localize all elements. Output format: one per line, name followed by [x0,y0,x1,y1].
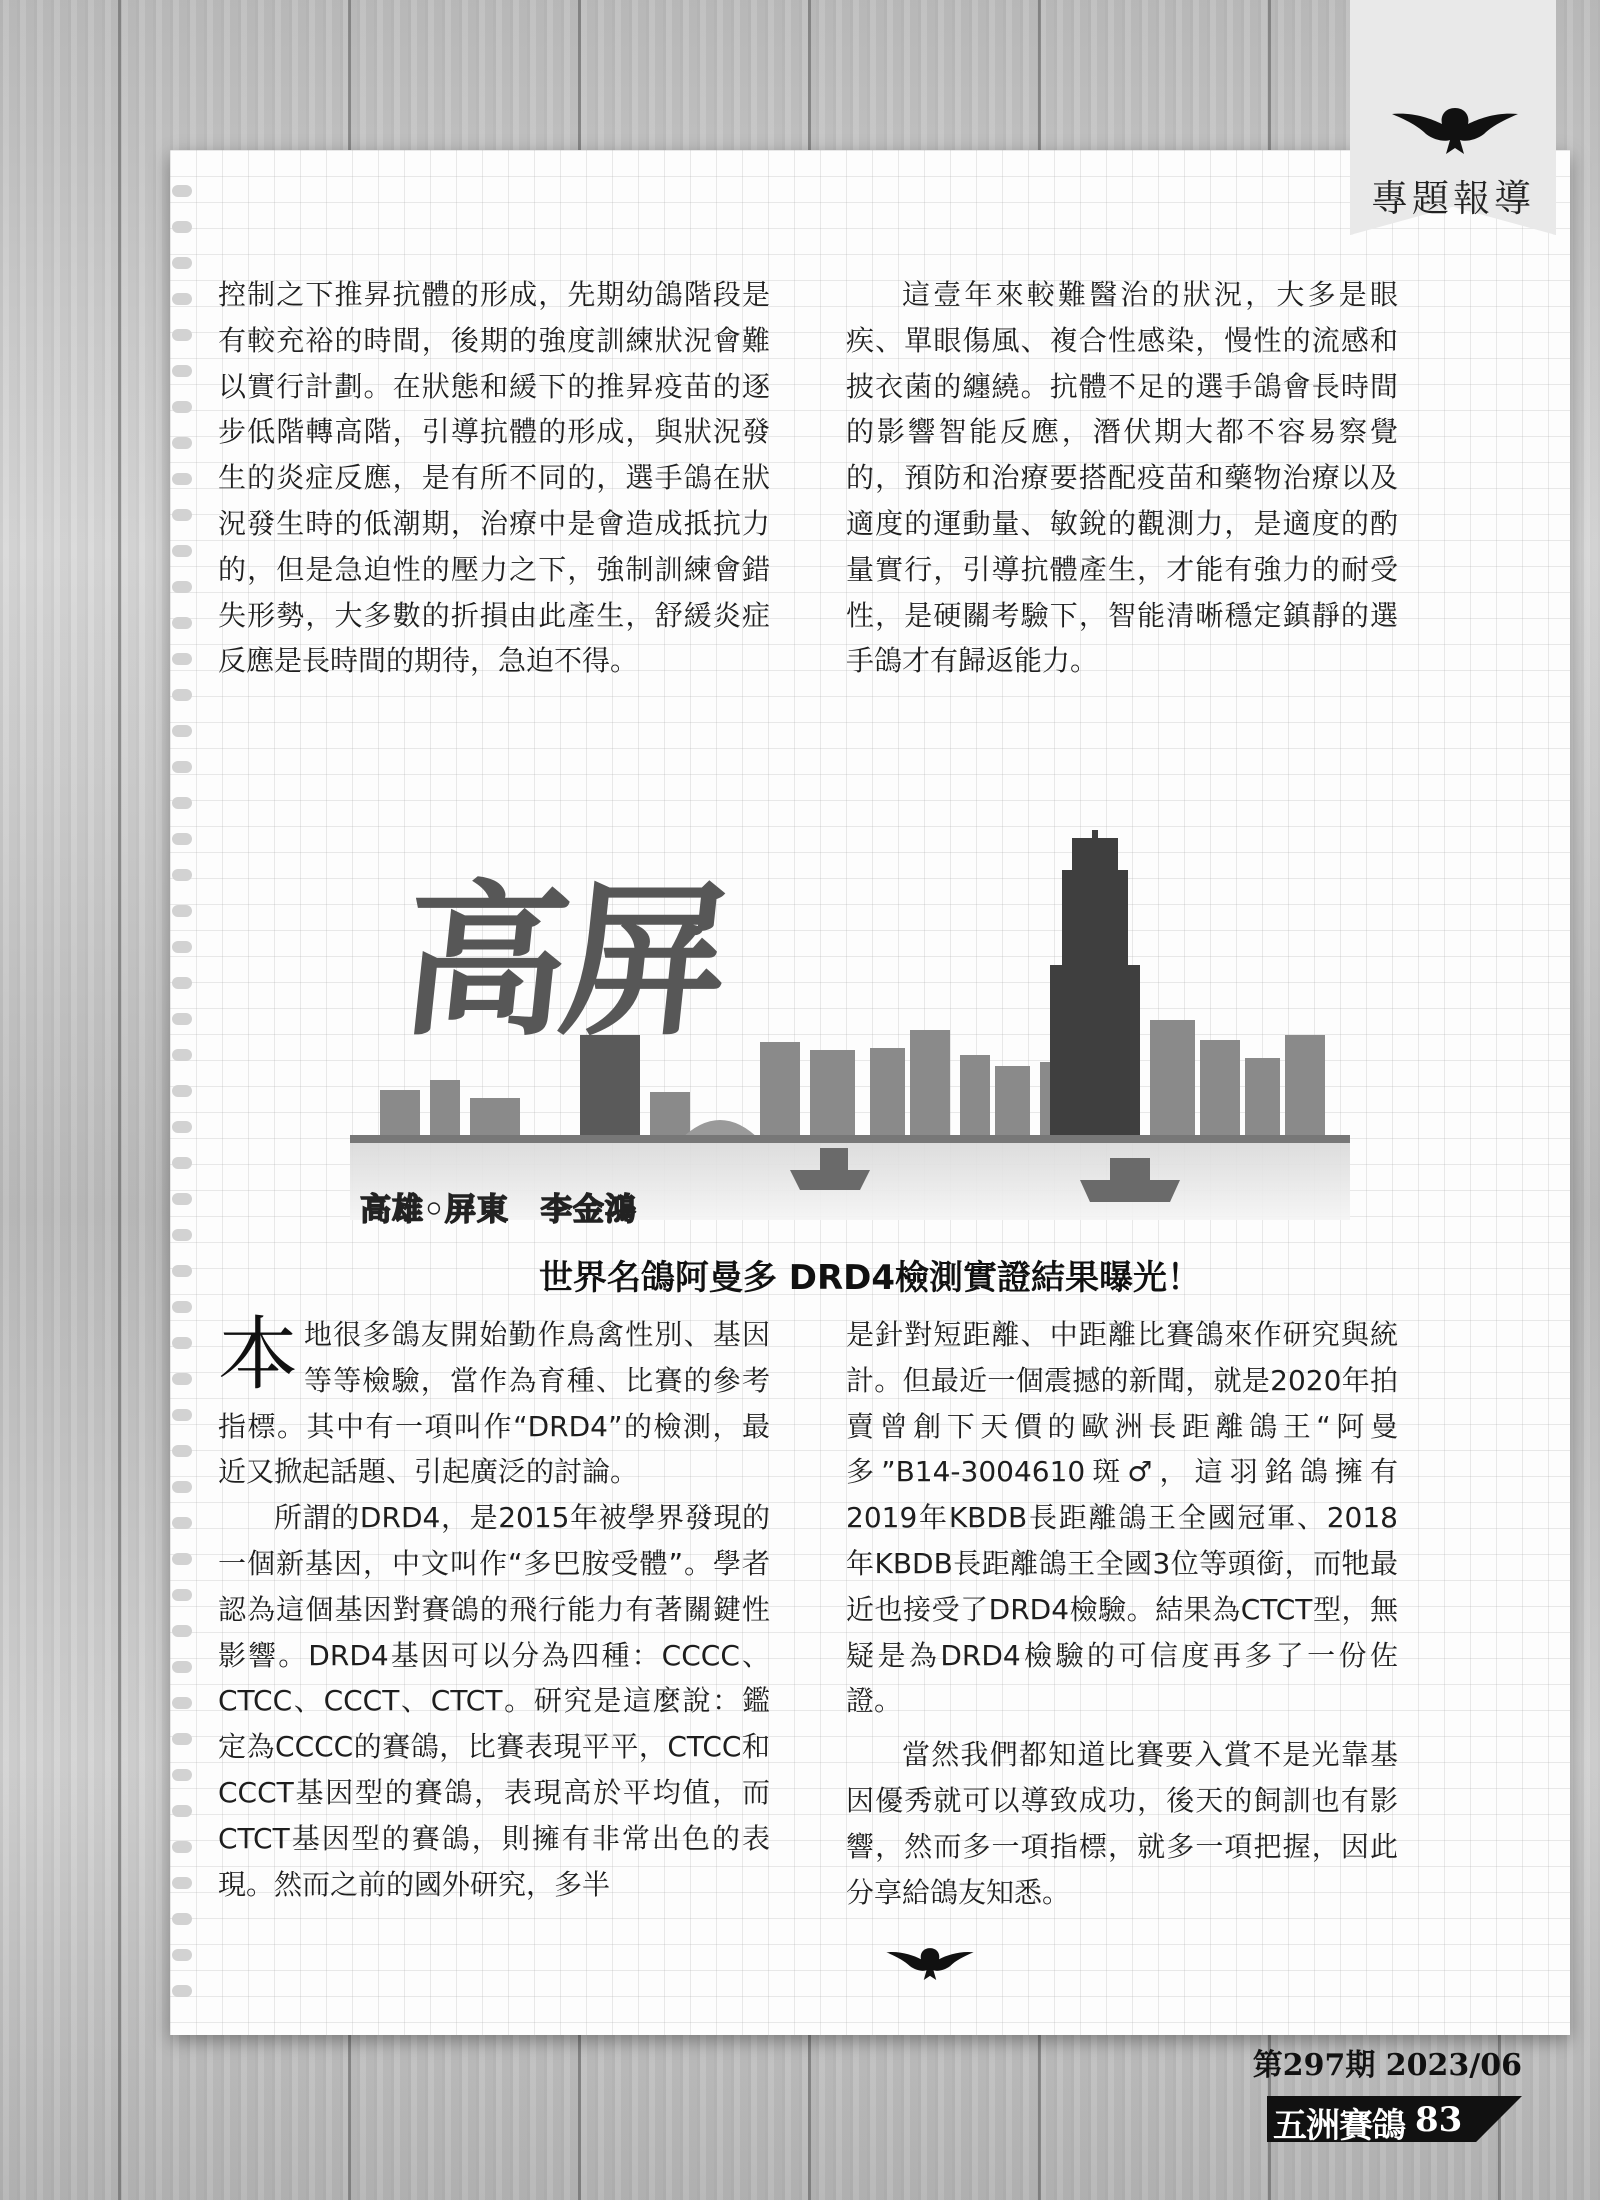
binding-hole [172,1733,192,1745]
article-left-column [218,1308,770,1907]
binding-hole [172,1949,192,1961]
binding-hole [172,1229,192,1241]
binding-hole [172,1589,192,1601]
top-left-column [218,272,770,684]
end-mark-eagle-icon [885,1940,975,1984]
magazine-bar [1267,2090,1522,2146]
article-paragraph-2: 所謂的DRD4，是2015年被學界發現的一個新基因，中文叫作“多巴胺受體”。學者認為這個基因對賽鴿的飛行能力有著關鍵性影響。DRD4基因可以分為四種：CCCC、CTCC、CCCT、CTCT。研究是這麼說：鑑定為CCCC的賽鴿，比賽表現平平，CTCC和CCCT基因型的賽鴿，表現高於平均值，而CTCT基因型的賽鴿，則擁有非常出色的表現。然而之前的國外研究，多半 [218,1501,770,1901]
article-right-column [846,1312,1398,1915]
binding-hole [172,725,192,737]
binding-hole [172,329,192,341]
drop-cap: 本 [218,1308,298,1401]
binding-hole [172,509,192,521]
binding-hole [172,653,192,665]
binding-hole [172,1877,192,1889]
binding-hole [172,1661,192,1673]
top-right-paragraph: 這壹年來較難醫治的狀況，大多是眼疾、單眼傷風、複合性感染，慢性的流感和披衣菌的纏繞。抗體不足的選手鴿會長時間的影響智能反應，潛伏期大都不容易察覺的，預防和治療要搭配疫苗和藥物治療以及適度的運動量、敏銳的觀測力，是適度的酌量實行，引導抗體產生，才能有強力的耐受性，是硬關考驗下，智能清晰穩定鎮靜的選手鴿才有歸返能力。 [846,278,1398,678]
binding-hole [172,1985,192,1997]
binding-hole [172,1625,192,1637]
binding-hole [172,401,192,413]
top-left-paragraph: 控制之下推昇抗體的形成，先期幼鴿階段是有較充裕的時間，後期的強度訓練狀況會難以實行計劃。在狀態和緩下的推昇疫苗的逐步低階轉高階，引導抗體的形成，與狀況發生的炎症反應，是有所不同的，選手鴿在狀況發生時的低潮期，治療中是會造成抵抗力的，但是急迫性的壓力之下，強制訓練會錯失形勢，大多數的折損由此產生，舒緩炎症反應是長時間的期待，急迫不得。 [218,278,770,678]
binding-hole [172,1805,192,1817]
binding-hole [172,1373,192,1385]
binding-hole [172,185,192,197]
article-headline: 世界名鴿阿曼多 DRD4檢測實證結果曝光！ [538,1258,1202,1298]
binding-hole [172,581,192,593]
binding-hole [172,1913,192,1925]
binding-hole [172,1121,192,1133]
binding-hole [172,1445,192,1457]
binding-hole [172,1085,192,1097]
binding-hole [172,977,192,989]
binding-hole [172,1337,192,1349]
binding-hole [172,833,192,845]
binding-hole [172,905,192,917]
article-paragraph-1: 地很多鴿友開始勤作鳥禽性別、基因等等檢驗，當作為育種、比賽的參考指標。其中有一項叫作“DRD4”的檢測，最近又掀起話題、引起廣泛的討論。 [218,1318,770,1489]
issue-date: 2023/06 [1385,2048,1522,2083]
binding-hole [172,689,192,701]
page-footer [1253,2040,1522,2146]
magazine-name: 五洲賽鴿 [1273,2106,1405,2146]
binding-hole [172,365,192,377]
binding-hole [172,1301,192,1313]
issue-number: 第297期 [1252,2048,1376,2083]
binding-hole [172,1193,192,1205]
binding-hole [172,437,192,449]
page-number: 83 [1415,2100,1463,2140]
binding-hole [172,617,192,629]
top-right-column [846,272,1398,684]
section-label: 專題報導 [1371,177,1535,220]
binding-hole [172,221,192,233]
article-paragraph-4: 當然我們都知道比賽要入賞不是光靠基因優秀就可以導致成功，後天的飼訓也有影響，然而多一項指標，就多一項把握，因此分享給鴿友知悉。 [846,1738,1398,1909]
binding-hole [172,1409,192,1421]
binding-hole [172,869,192,881]
region-author-label: 高雄•屏東 李金鴻 [360,1192,637,1228]
binding-hole [172,941,192,953]
binding-hole [172,293,192,305]
eagle-icon [1390,100,1520,156]
binding-hole [172,1553,192,1565]
binding-hole [172,1769,192,1781]
binding-hole [172,257,192,269]
binding-hole [172,797,192,809]
binding-hole [172,1697,192,1709]
binding-hole [172,1841,192,1853]
binding-hole [172,1049,192,1061]
binding-hole [172,1517,192,1529]
binding-hole [172,545,192,557]
binding-hole [172,1013,192,1025]
binding-hole [172,1157,192,1169]
article-paragraph-3: 是針對短距離、中距離比賽鴿來作研究與統計。但最近一個震撼的新聞，就是2020年拍賣曾創下天價的歐洲長距離鴿王“阿曼多”B14-3004610斑♂，這羽銘鴿擁有2019年KBDB長距離鴿王全國冠軍、2018年KBDB長距離鴿王全國3位等頭銜，而牠最近也接受了DRD4檢驗。結果為CTCT型，無疑是為DRD4檢驗的可信度再多了一份佐證。 [846,1318,1398,1718]
binding-hole [172,473,192,485]
region-banner-title: 高屏 [393,864,732,1058]
binding-hole [172,761,192,773]
binding-hole [172,1481,192,1493]
issue-line [1253,2040,1522,2084]
